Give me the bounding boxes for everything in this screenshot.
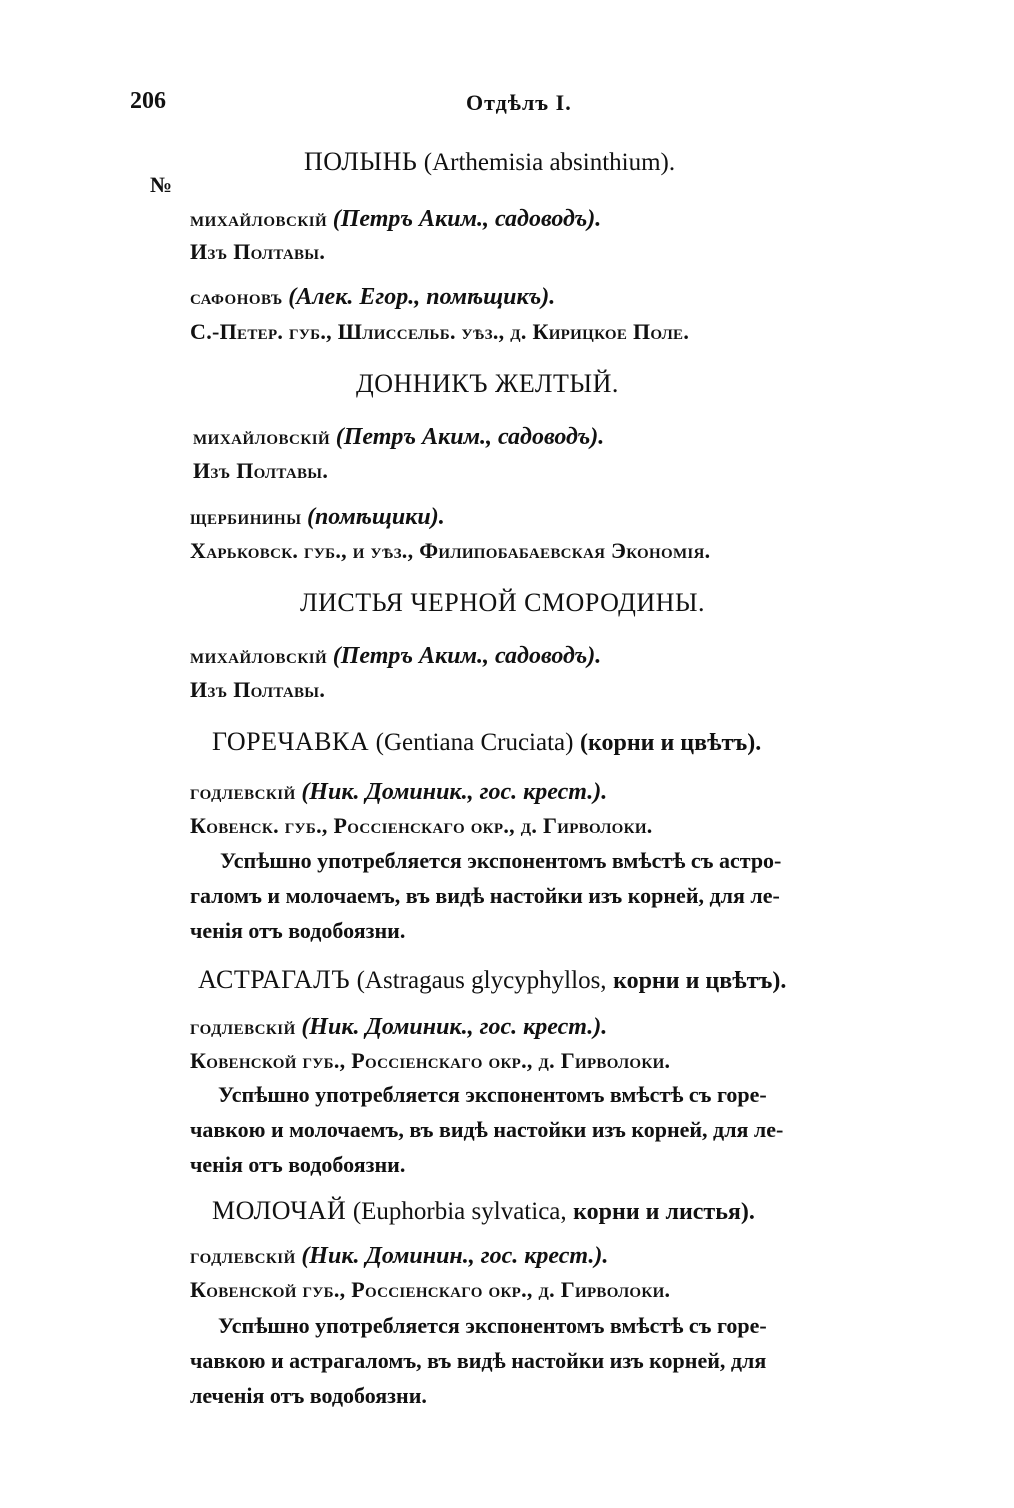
exhibitor-desc: (Ник. Доминин., гос. крест.). bbox=[301, 1243, 609, 1269]
exhibitor-desc: (Алек. Егор., помѣщикъ). bbox=[288, 284, 556, 310]
exhibitor-line bbox=[190, 779, 607, 806]
heading-parts: (корни и цвѣтъ). bbox=[579, 730, 762, 756]
heading-latin: (Euphorbia sylvatica, bbox=[352, 1198, 567, 1225]
exhibitor-desc: (помѣщики). bbox=[306, 504, 445, 530]
exhibitor-name: щербинины bbox=[190, 504, 302, 529]
note-line: ченія отъ водобоязни. bbox=[190, 918, 406, 943]
entry-heading bbox=[212, 1196, 755, 1226]
entry-heading bbox=[300, 588, 705, 618]
exhibitor-name: михайловскій bbox=[190, 643, 328, 668]
note-line: Успѣшно употребляется экспонентомъ вмѣстѣ съ астро- bbox=[220, 848, 782, 873]
exhibitor-name: михайловскій bbox=[190, 206, 328, 231]
exhibitor-name: сафоновъ bbox=[190, 284, 283, 309]
exhibitor-place: Ковенск. губ., Россіенскаго окр., д. Гирволоки. bbox=[190, 813, 653, 838]
heading-latin: (Gentiana Cruciata) bbox=[375, 729, 574, 756]
exhibitor-desc: (Ник. Доминик., гос. крест.). bbox=[301, 1014, 608, 1040]
exhibitor-place: Изъ Полтавы. bbox=[193, 458, 329, 483]
exhibitor-desc: (Петръ Аким., садоводъ). bbox=[332, 206, 602, 232]
heading-parts: корни и цвѣтъ). bbox=[613, 968, 787, 994]
heading-name: ДОННИКЪ ЖЕЛТЫЙ. bbox=[356, 369, 619, 398]
note-line: леченія отъ водобоязни. bbox=[190, 1383, 427, 1408]
exhibitor-line bbox=[190, 206, 601, 233]
exhibitor-line bbox=[190, 284, 555, 311]
exhibitor-place: Харьковск. губ., и уѣз., Филипобабаевская Экономія. bbox=[190, 538, 711, 563]
exhibitor-line bbox=[190, 1243, 608, 1270]
exhibitor-line bbox=[190, 504, 445, 531]
entry-heading bbox=[304, 147, 675, 177]
section-title: Отдѣлъ I. bbox=[466, 90, 572, 115]
exhibitor-name: михайловскій bbox=[193, 424, 331, 449]
exhibitor-line bbox=[190, 643, 601, 670]
heading-name: АСТРАГАЛЪ bbox=[198, 965, 351, 994]
exhibitor-desc: (Ник. Доминик., гос. крест.). bbox=[301, 779, 608, 805]
exhibitor-desc: (Петръ Аким., садоводъ). bbox=[332, 643, 602, 669]
heading-name: ГОРЕЧАВКА bbox=[212, 727, 370, 756]
exhibitor-name: годлевскій bbox=[190, 1014, 296, 1039]
exhibitor-place: Ковенской губ., Россіенскаго окр., д. Гирволоки. bbox=[190, 1277, 671, 1302]
entry-heading bbox=[198, 965, 786, 995]
exhibitor-place: Изъ Полтавы. bbox=[190, 677, 326, 702]
heading-name: МОЛОЧАЙ bbox=[212, 1196, 347, 1225]
exhibitor-name: годлевскій bbox=[190, 779, 296, 804]
heading-latin: (Astragaus glycyphyllos, bbox=[356, 967, 607, 994]
note-line: ченія отъ водобоязни. bbox=[190, 1152, 406, 1177]
page-number: 206 bbox=[130, 88, 166, 114]
heading-name: ПОЛЫНЬ bbox=[304, 147, 418, 176]
heading-latin: (Arthemisia absinthium). bbox=[423, 149, 676, 176]
entry-heading bbox=[212, 727, 761, 757]
exhibitor-place: Ковенской губ., Россіенскаго окр., д. Гирволоки. bbox=[190, 1048, 671, 1073]
note-line: Успѣшно употребляется экспонентомъ вмѣстѣ съ горе- bbox=[218, 1082, 767, 1107]
heading-parts: корни и листья). bbox=[573, 1199, 755, 1225]
note-line: чавкою и молочаемъ, въ видѣ настойки изъ корней, для ле- bbox=[190, 1117, 784, 1142]
exhibitor-desc: (Петръ Аким., садоводъ). bbox=[335, 424, 605, 450]
note-line: чавкою и астрагаломъ, въ видѣ настойки изъ корней, для bbox=[190, 1348, 767, 1373]
exhibitor-line bbox=[190, 1014, 607, 1041]
number-column-marker: № bbox=[150, 172, 173, 197]
heading-name: ЛИСТЬЯ ЧЕРНОЙ СМОРОДИНЫ. bbox=[300, 588, 706, 617]
entry-heading bbox=[356, 369, 619, 399]
exhibitor-name: годлевскій bbox=[190, 1243, 296, 1268]
exhibitor-place: С.-Петер. губ., Шлиссельб. уѣз., д. Кирицкое Поле. bbox=[190, 319, 690, 344]
note-line: галомъ и молочаемъ, въ видѣ настойки изъ корней, для ле- bbox=[190, 883, 780, 908]
exhibitor-line bbox=[193, 424, 604, 451]
exhibitor-place: Изъ Полтавы. bbox=[190, 239, 326, 264]
note-line: Успѣшно употребляется экспонентомъ вмѣстѣ съ горе- bbox=[218, 1313, 767, 1338]
